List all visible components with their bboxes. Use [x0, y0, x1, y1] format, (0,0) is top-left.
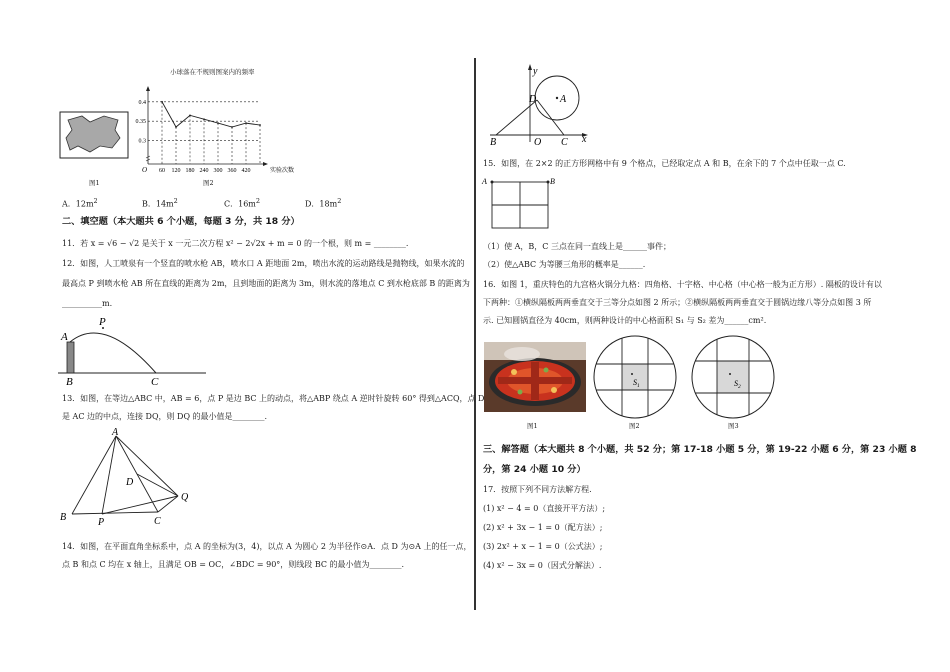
coord-label-a: A: [560, 94, 567, 105]
right-column: [478, 0, 950, 672]
question-17-part-2: (2) x² + 3x − 1 = 0（配方法）;: [483, 523, 603, 532]
coord-label-c: C: [561, 137, 568, 148]
coordinate-figure: [486, 62, 596, 152]
coord-label-x: x: [582, 134, 587, 145]
hotpot-photo: [484, 342, 586, 412]
hotpot-figure-1-label: 图1: [527, 422, 538, 430]
triangle-label-p: P: [98, 517, 105, 528]
section-3-heading-line-2: 分，第 24 小题 10 分）: [483, 464, 586, 475]
fountain-label-a: A: [61, 331, 68, 343]
choice-c: C．$16m^2$: [224, 197, 261, 209]
question-11: 11．若 x = √6 − √2 是关于 x 一元二次方程 x² − 2√2x + m = 0 的一个根，则 m = ________.: [62, 239, 409, 248]
chart-x-axis-label: 实验次数: [270, 168, 295, 174]
question-17-part-4: (4) x² − 3x = 0（因式分解法）.: [483, 561, 602, 570]
s2-label: $S_2$: [734, 379, 741, 390]
question-12-line-2: 最高点 P 到喷水枪 AB 所在直线的距离为 2m，且到地面的距离为 3m，则水流的落地点 C 到水枪底部 B 的距离为: [62, 279, 470, 288]
hotpot-figure-3-label: 图3: [728, 422, 739, 430]
fountain-label-p: P: [99, 316, 106, 328]
question-15-part-1: （1）使 A，B，C 三点在同一直线上是______事件；: [483, 242, 671, 251]
frequency-chart: [128, 84, 295, 174]
section-3-heading-line-1: 三、解答题（本大题共 8 个小题，共 52 分；第 17-18 小题 5 分，第 19-22 小题 6 分，第 23 小题 8: [483, 444, 917, 455]
question-17: 17．按照下列不同方法解方程.: [483, 485, 592, 494]
grid-label-b: B: [550, 177, 555, 186]
coord-label-o: O: [534, 137, 542, 148]
hotpot-design-figure-3: [690, 334, 776, 420]
choice-b: B．$14m^2$: [142, 197, 178, 209]
grid-label-a: A: [482, 177, 487, 186]
chart-series-line: [162, 102, 260, 127]
chart-y-tick-label: 0.35: [135, 119, 146, 126]
question-13-line-1: 13．如图，在等边△ABC 中，AB = 6，点 P 是边 BC 上的动点，将△ABP 绕点 A 逆时针旋转 60° 得到△ACQ，点 D: [62, 394, 485, 403]
chart-origin-label: O: [142, 166, 148, 174]
hotpot-figure-2-label: 图2: [629, 422, 640, 430]
question-12-line-1: 12．如图，人工喷泉有一个竖直的喷水枪 AB，喷水口 A 距地面 2m，喷出水流的运动路线是抛物线，如果水流的: [62, 259, 465, 268]
chart-x-tick-label: 240: [199, 168, 209, 174]
chart-x-tick-label: 360: [227, 168, 237, 174]
chart-x-arrow: [263, 162, 268, 166]
chart-y-arrow: [146, 86, 150, 91]
chart-x-tick-label: 420: [241, 168, 251, 174]
fountain-label-c: C: [151, 376, 159, 388]
choice-d: D．$18m^2$: [305, 197, 342, 209]
question-15: 15．如图，在 2×2 的正方形网格中有 9 个格点，已经取定点 A 和 B，在余下的 7 个点中任取一点 C.: [483, 159, 846, 168]
fountain-figure: [58, 316, 208, 386]
question-16-line-2: 下两种：①横纵隔板两两垂直交于三等分点如图 2 所示；②横纵隔板两两垂直交于圆锅边缘八等分点如图 3 所: [483, 298, 872, 307]
section-2-heading: 二、填空题（本大题共 6 个小题，每题 3 分，共 18 分）: [62, 216, 300, 227]
chart-x-tick-label: 300: [213, 168, 223, 174]
triangle-label-b: B: [60, 512, 67, 523]
hotpot-design-figure-2: [592, 334, 678, 420]
question-14-line-1: 14．如图，在平面直角坐标系中，点 A 的坐标为(3，4)，以点 A 为圆心 2 为半径作⊙A．点 D 为⊙A 上的任一点，: [62, 542, 472, 551]
grid-2x2-figure: [482, 174, 562, 234]
question-16-line-1: 16．如图 1，重庆特色的九宫格火锅分九格：四角格、十字格、中心格（中心格一般为正方形）. 隔板的设计有以: [483, 280, 882, 289]
question-17-part-3: (3) 2x² + x − 1 = 0（公式法）;: [483, 542, 603, 551]
chart-y-tick-label: 0.4: [138, 99, 146, 106]
figure-1-label: 图1: [89, 179, 100, 187]
question-13-line-2: 是 AC 边的中点，连接 DQ，则 DQ 的最小值是________.: [62, 412, 268, 421]
coord-label-d: D: [529, 94, 537, 105]
triangle-label-q: Q: [181, 492, 189, 503]
question-14-line-2: 点 B 和点 C 均在 x 轴上，且满足 OB = OC，∠BDC = 90°，则线段 BC 的最小值为________.: [62, 560, 405, 569]
question-17-part-1: (1) x² − 4 = 0（直接开平方法）;: [483, 504, 606, 513]
s1-label: $S_1$: [633, 378, 640, 389]
question-16-line-3: 示. 已知圆锅直径为 40cm，则两种设计的中心格面积 S₁ 与 S₂ 差为______cm².: [483, 316, 767, 325]
chart-y-tick-label: 0.3: [138, 138, 146, 145]
question-12-line-3: __________m.: [62, 299, 113, 308]
triangle-label-d: D: [126, 477, 134, 488]
figure-2-label: 图2: [203, 179, 214, 187]
chart-title: 小球落在不规则图案内的频率: [170, 68, 255, 76]
chart-x-tick-label: 180: [185, 168, 195, 174]
triangle-label-c: C: [154, 516, 161, 527]
triangle-label-a: A: [112, 427, 119, 438]
chart-x-tick-label: 120: [171, 168, 181, 174]
choice-a: A．$12m^2$: [62, 197, 98, 209]
chart-x-tick-label: 60: [159, 168, 165, 174]
fountain-label-b: B: [66, 376, 73, 388]
question-15-part-2: （2）使△ABC 为等腰三角形的概率是______.: [483, 260, 646, 269]
coord-label-y: y: [533, 66, 538, 77]
triangle-figure: [60, 428, 200, 528]
coord-label-b: B: [490, 137, 497, 148]
